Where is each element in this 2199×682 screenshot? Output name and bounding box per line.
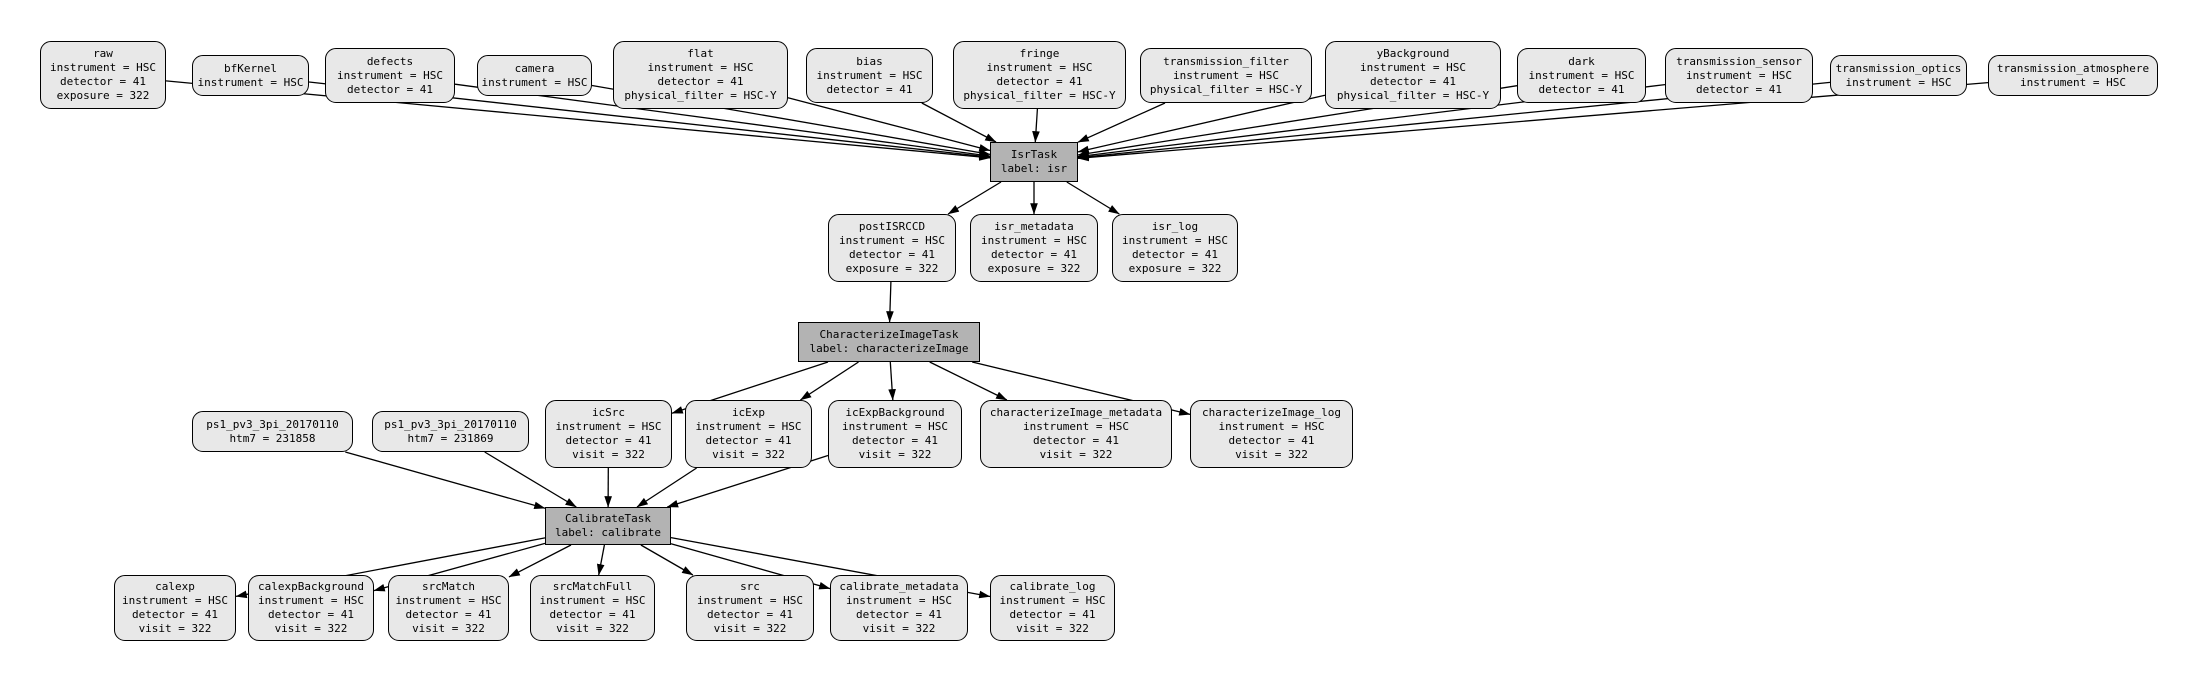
node-attribute: instrument = HSC	[1023, 420, 1129, 433]
node-attribute: detector = 41	[996, 75, 1083, 88]
node-attribute: detector = 41	[1032, 434, 1120, 447]
dataset-node-calexpBackground	[248, 575, 374, 641]
node-title: bfKernel	[224, 61, 277, 75]
node-attribute: instrument = HSC	[695, 420, 802, 433]
dataset-node-icExpBackground	[828, 400, 962, 468]
node-attribute: detector = 41	[848, 248, 936, 261]
dataset-node-isr_log	[1112, 214, 1238, 282]
node-attribute: detector = 41	[405, 608, 492, 621]
node-title: ps1_pv3_3pi_20170110	[206, 417, 339, 431]
node-attribute: instrument = HSC	[1686, 68, 1792, 82]
node-attribute: instrument = HSC	[816, 68, 923, 82]
node-attribute: detector = 41	[1369, 75, 1457, 88]
node-title: icExp	[731, 406, 766, 419]
edge-calibrate-to-srcMatchFull	[599, 545, 605, 575]
node-attribute: label: characterizeImage	[809, 342, 969, 355]
dataset-node-characterizeImage_metadata	[980, 400, 1172, 468]
node-attribute: visit = 322	[1235, 448, 1308, 461]
task-node-isr	[990, 142, 1078, 182]
node-attribute: physical_filter = HSC-Y	[1149, 82, 1303, 96]
node-attribute: detector = 41	[855, 608, 943, 621]
node-attribute: instrument = HSC	[337, 68, 443, 82]
edge-isr-to-postISRCCD	[948, 182, 1001, 214]
node-title: dark	[1568, 54, 1595, 68]
edge-ps1_refcat_231858-to-calibrate	[345, 452, 545, 508]
node-attribute: detector = 41	[1695, 82, 1783, 96]
dataset-node-calibrate_log	[990, 575, 1115, 641]
dataset-node-calexp	[114, 575, 236, 641]
node-title: src	[740, 580, 760, 593]
node-attribute: exposure = 322	[987, 262, 1081, 275]
node-attribute: detector = 41	[826, 82, 913, 96]
dataset-node-dark	[1517, 48, 1646, 103]
node-title: fringe	[1019, 47, 1060, 60]
node-title: isr_metadata	[994, 220, 1074, 233]
node-attribute: detector = 41	[1538, 82, 1625, 96]
node-title: calexp	[155, 580, 195, 593]
dataset-node-defects	[325, 48, 455, 103]
node-attribute: instrument = HSC	[846, 594, 952, 607]
node-attribute: visit = 322	[1016, 622, 1089, 635]
node-attribute: instrument = HSC	[1173, 68, 1279, 82]
dataset-node-srcMatchFull	[530, 575, 655, 641]
node-attribute: instrument = HSC	[1845, 75, 1952, 89]
node-attribute: detector = 41	[565, 434, 652, 447]
node-title: srcMatch	[422, 580, 475, 593]
node-title: bias	[856, 54, 883, 68]
dataset-node-isr_metadata	[970, 214, 1098, 282]
dataset-node-bfKernel	[192, 55, 309, 96]
node-attribute: detector = 41	[1009, 608, 1096, 621]
node-attribute: detector = 41	[346, 82, 434, 96]
edge-calibrate-to-srcMatch	[509, 545, 571, 577]
node-attribute: detector = 41	[131, 608, 219, 621]
dataset-node-transmission_optics	[1830, 55, 1967, 96]
dataset-node-transmission_atmosphere	[1988, 55, 2158, 96]
node-attribute: visit = 322	[712, 448, 785, 461]
node-attribute: physical_filter = HSC-Y	[1336, 89, 1490, 102]
task-node-calibrate	[545, 507, 671, 545]
node-title: calibrate_metadata	[839, 580, 959, 593]
node-attribute: detector = 41	[267, 608, 355, 621]
node-title: calexpBackground	[258, 580, 364, 593]
node-attribute: visit = 322	[1039, 448, 1113, 461]
node-attribute: label: isr	[1000, 162, 1068, 175]
node-title: flat	[687, 47, 714, 60]
node-attribute: exposure = 322	[845, 262, 939, 275]
node-attribute: visit = 322	[138, 622, 212, 635]
node-attribute: exposure = 322	[56, 89, 150, 102]
node-attribute: instrument = HSC	[839, 234, 945, 247]
node-attribute: instrument = HSC	[981, 234, 1087, 247]
edge-calibrate-to-src	[641, 545, 693, 575]
node-attribute: visit = 322	[412, 622, 485, 635]
node-attribute: label: calibrate	[555, 526, 661, 539]
node-attribute: detector = 41	[1228, 434, 1315, 447]
node-title: postISRCCD	[858, 220, 926, 233]
node-attribute: visit = 322	[713, 622, 787, 635]
node-attribute: instrument = HSC	[197, 75, 304, 89]
node-attribute: instrument = HSC	[986, 61, 1093, 74]
node-attribute: instrument = HSC	[258, 594, 364, 607]
dataset-node-srcMatch	[388, 575, 509, 641]
node-attribute: physical_filter = HSC-Y	[963, 89, 1116, 102]
node-title: camera	[514, 61, 555, 75]
node-attribute: detector = 41	[657, 75, 744, 88]
node-attribute: visit = 322	[862, 622, 936, 635]
dataset-node-raw	[40, 41, 166, 109]
node-attribute: instrument = HSC	[539, 594, 646, 607]
node-attribute: detector = 41	[851, 434, 939, 447]
node-title: characterizeImage_log	[1201, 406, 1342, 419]
node-attribute: physical_filter = HSC-Y	[624, 89, 777, 102]
dataset-node-characterizeImage_log	[1190, 400, 1353, 468]
node-attribute: exposure = 322	[1128, 262, 1222, 275]
node-attribute: detector = 41	[990, 248, 1078, 261]
node-attribute: instrument = HSC	[842, 420, 948, 433]
dataset-node-icSrc	[545, 400, 672, 468]
dataset-node-fringe	[953, 41, 1126, 109]
dataset-node-ps1_refcat_231869	[372, 411, 529, 452]
node-attribute: instrument = HSC	[2020, 75, 2126, 89]
node-title: raw	[93, 47, 113, 60]
node-attribute: htm7 = 231858	[229, 431, 316, 445]
edge-postISRCCD-to-characterizeImage	[890, 282, 891, 322]
node-title: defects	[366, 54, 414, 68]
node-attribute: instrument = HSC	[555, 420, 662, 433]
node-attribute: visit = 322	[858, 448, 932, 461]
node-attribute: visit = 322	[572, 448, 645, 461]
dataset-node-src	[686, 575, 814, 641]
node-attribute: detector = 41	[1131, 248, 1219, 261]
node-title: transmission_optics	[1835, 61, 1962, 75]
dataset-node-camera	[477, 55, 592, 96]
node-title: icSrc	[591, 406, 626, 419]
node-attribute: detector = 41	[705, 434, 792, 447]
node-attribute: instrument = HSC	[1360, 61, 1466, 74]
node-attribute: instrument = HSC	[999, 594, 1106, 607]
node-attribute: detector = 41	[549, 608, 636, 621]
node-title: icExpBackground	[845, 406, 945, 419]
dataset-node-ps1_refcat_231858	[192, 411, 353, 452]
node-title: transmission_sensor	[1676, 54, 1802, 68]
node-attribute: detector = 41	[706, 608, 794, 621]
node-title: IsrTask	[1010, 148, 1058, 161]
dataset-node-flat	[613, 41, 788, 109]
dataset-node-calibrate_metadata	[830, 575, 968, 641]
node-attribute: instrument = HSC	[647, 61, 754, 74]
node-title: characterizeImage_metadata	[989, 406, 1163, 419]
node-attribute: instrument = HSC	[1528, 68, 1635, 82]
dataset-node-bias	[806, 48, 933, 103]
node-title: isr_log	[1151, 220, 1199, 233]
node-attribute: detector = 41	[59, 75, 147, 88]
task-node-characterizeImage	[798, 322, 980, 362]
dataset-node-icExp	[685, 400, 812, 468]
node-title: CharacterizeImageTask	[819, 328, 959, 341]
node-attribute: visit = 322	[274, 622, 348, 635]
edge-characterizeImage-to-icExpBackground	[890, 362, 893, 400]
node-attribute: instrument = HSC	[395, 594, 502, 607]
dataset-node-postISRCCD	[828, 214, 956, 282]
node-attribute: instrument = HSC	[50, 61, 156, 74]
node-attribute: instrument = HSC	[481, 75, 588, 89]
node-attribute: visit = 322	[556, 622, 629, 635]
dataset-node-transmission_filter	[1140, 48, 1312, 103]
node-title: calibrate_log	[1009, 580, 1096, 593]
node-attribute: htm7 = 231869	[407, 431, 494, 445]
node-title: CalibrateTask	[564, 512, 652, 525]
node-title: yBackground	[1376, 47, 1450, 60]
node-title: transmission_filter	[1163, 54, 1289, 68]
node-attribute: instrument = HSC	[1122, 234, 1228, 247]
edge-isr-to-isr_log	[1067, 182, 1120, 214]
dataset-node-yBackground	[1325, 41, 1501, 109]
node-attribute: instrument = HSC	[122, 594, 228, 607]
dataset-node-transmission_sensor	[1665, 48, 1813, 103]
node-attribute: instrument = HSC	[697, 594, 803, 607]
node-attribute: instrument = HSC	[1218, 420, 1325, 433]
edge-fringe-to-isr	[1035, 109, 1037, 142]
node-title: ps1_pv3_3pi_20170110	[384, 417, 517, 431]
node-title: srcMatchFull	[552, 580, 633, 593]
node-title: transmission_atmosphere	[1996, 61, 2150, 75]
